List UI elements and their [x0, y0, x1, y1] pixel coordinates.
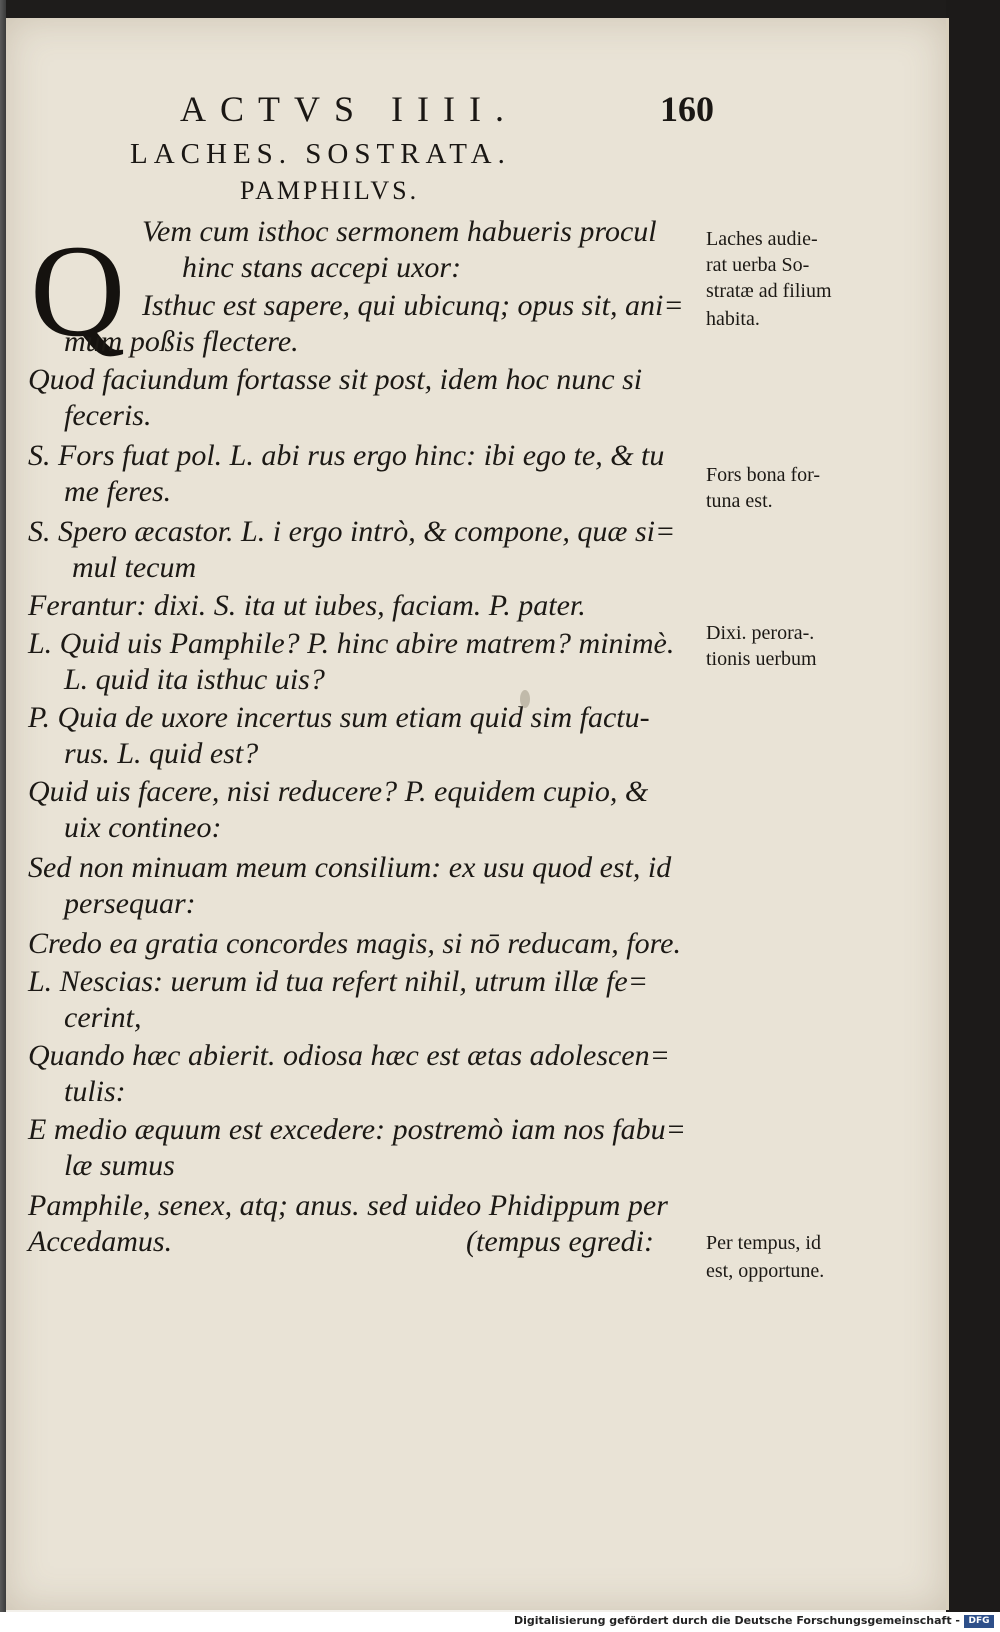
speakers-heading-continued: PAMPHILVS. — [240, 176, 420, 205]
speakers-heading: LACHES. SOSTRATA. — [130, 138, 511, 170]
text-line: cerint, — [64, 1001, 142, 1034]
text-line: Pamphile, senex, atq; anus. sed uideo Phidippum per — [28, 1189, 668, 1222]
text-line: læ sumus — [64, 1149, 175, 1182]
text-line: uix contineo: — [64, 811, 222, 844]
text-line: P. Quia de uxore incertus sum etiam quid sim factu- — [28, 701, 650, 734]
margin-note-line: Per tempus, id — [706, 1232, 821, 1254]
text-line: Accedamus. — [28, 1225, 173, 1258]
text-line: tulis: — [64, 1075, 126, 1108]
text-line: hinc stans accepi uxor: — [182, 251, 462, 284]
margin-note-line: tionis uerbum — [706, 648, 817, 670]
text-line: Quando hæc abierit. odiosa hæc est ætas adolescen= — [28, 1039, 670, 1072]
act-title: ACTVS IIII. — [180, 89, 518, 129]
page-header — [180, 88, 720, 132]
text-line: rus. L. quid est? — [64, 737, 259, 770]
margin-note-line: Fors bona for- — [706, 464, 821, 486]
margin-note-line: Laches audie- — [706, 228, 818, 250]
text-line: mum poßis flectere. — [64, 325, 299, 358]
page-number: 160 — [660, 89, 714, 129]
drop-cap-initial: Q — [30, 217, 126, 364]
text-line: feceris. — [64, 399, 152, 432]
text-line: mul tecum — [72, 551, 197, 584]
text-line: Credo ea gratia concordes magis, si nō reducam, fore. — [28, 927, 681, 960]
dfg-logo-icon: DFG — [964, 1615, 994, 1628]
margin-note-line: stratæ ad filium — [706, 280, 832, 302]
text-line: L. Nescias: uerum id tua refert nihil, utrum illæ fe= — [28, 965, 648, 998]
text-line: Vem cum isthoc sermonem habueris procul — [142, 215, 657, 248]
text-line: Isthuc est sapere, qui ubicunq; opus sit, ani= — [142, 289, 684, 322]
text-line: S. Fors fuat pol. L. abi rus ergo hinc: ibi ego te, & tu — [28, 439, 665, 472]
text-line: L. Quid uis Pamphile? P. hinc abire matrem? minimè. — [28, 627, 675, 660]
text-line: L. quid ita isthuc uis? — [64, 663, 325, 696]
funding-credit: Digitalisierung gefördert durch die Deutsche Forschungsgemeinschaft - — [513, 1614, 960, 1627]
text-line: (tempus egredi: — [466, 1225, 654, 1258]
margin-note-line: est, opportune. — [706, 1260, 825, 1282]
text-line: Sed non minuam meum consilium: ex usu quod est, id — [28, 851, 672, 884]
margin-note-line: Dixi. perora-. — [706, 622, 815, 644]
margin-note-line: habita. — [706, 308, 760, 330]
text-line: Quod faciundum fortasse sit post, idem hoc nunc si — [28, 363, 643, 396]
digitization-footer — [0, 1612, 1000, 1632]
text-line: me feres. — [64, 475, 172, 508]
text-line: E medio æquum est excedere: postremò iam nos fabu= — [28, 1113, 686, 1146]
margin-note-line: rat uerba So- — [706, 254, 810, 276]
scan-top-edge — [0, 0, 1000, 18]
text-line: Quid uis facere, nisi reducere? P. equidem cupio, & — [28, 775, 649, 808]
text-line: persequar: — [64, 887, 196, 920]
text-line: S. Spero æcastor. L. i ergo intrò, & compone, quæ si= — [28, 515, 676, 548]
text-line: Ferantur: dixi. S. ita ut iubes, faciam. P. pater. — [28, 589, 586, 622]
margin-note-line: tuna est. — [706, 490, 773, 512]
scan-right-edge — [946, 0, 1000, 1612]
